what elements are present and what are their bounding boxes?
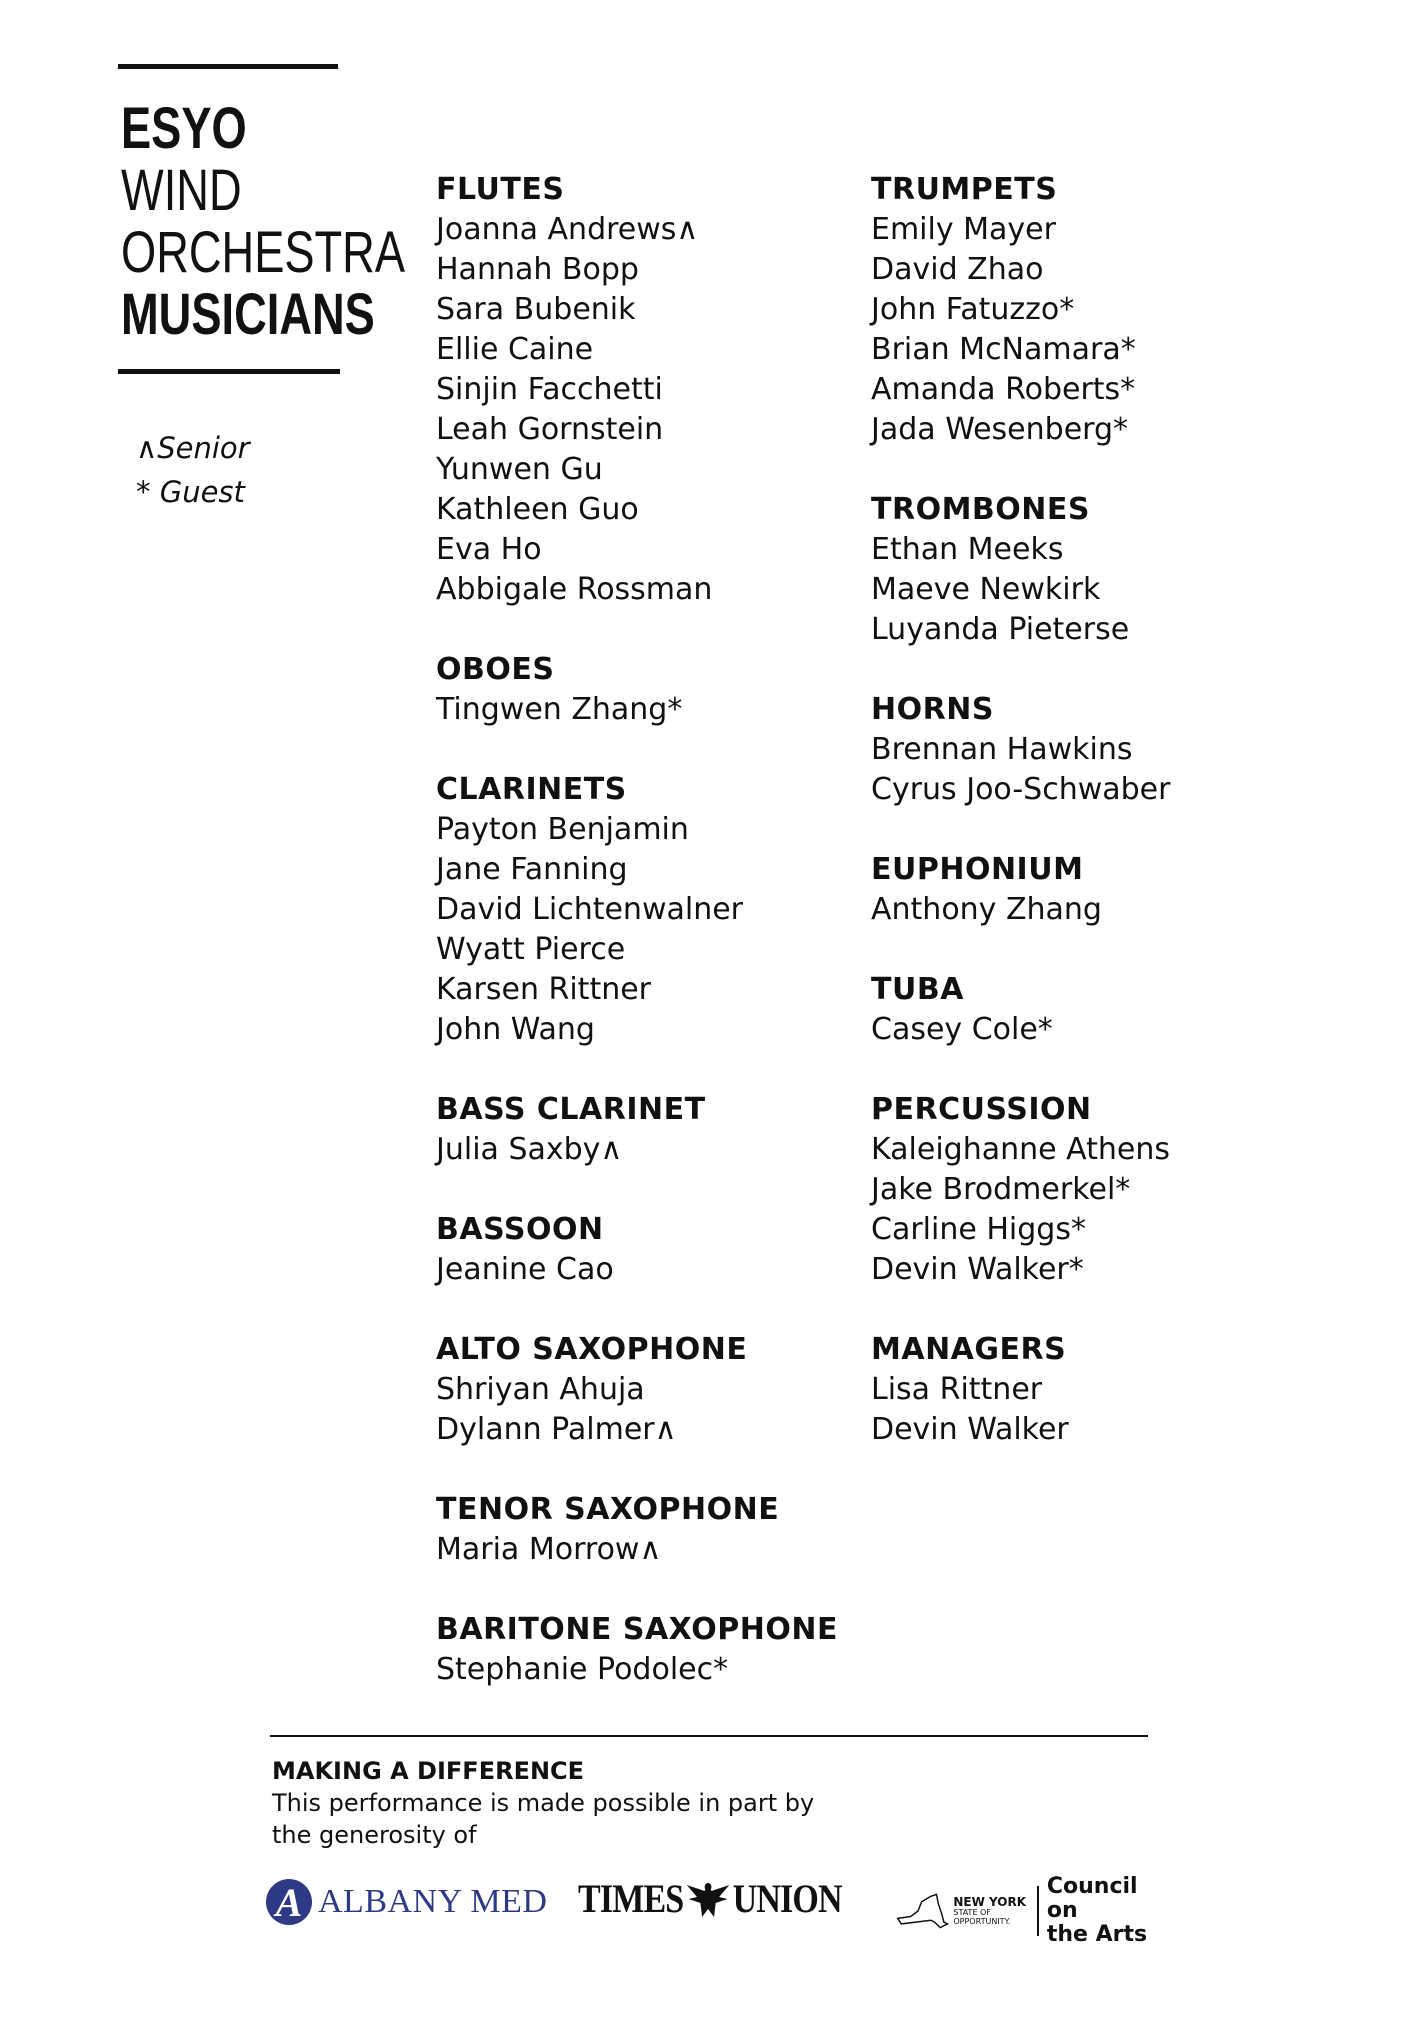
times-union-logo: [578, 1875, 842, 1922]
musician-name: Cyrus Joo-Schwaber: [871, 772, 1171, 807]
musician-name: Ethan Meeks: [871, 532, 1064, 567]
musician-name: Maeve Newkirk: [871, 572, 1101, 607]
section-baritone-saxophone: [436, 1610, 838, 1690]
musician-name: Dylann Palmer∧: [436, 1412, 677, 1447]
musician-name: Anthony Zhang: [871, 892, 1102, 927]
footer: [272, 1755, 814, 1851]
new-york-state-icon: [894, 1889, 949, 1933]
left-column: [436, 170, 838, 1730]
ny-state-wordmark: [953, 1896, 1029, 1926]
times-union-left: TIMES: [578, 1876, 684, 1921]
musician-name: Hannah Bopp: [436, 252, 639, 287]
section-alto-saxophone: [436, 1330, 838, 1450]
musician-name: Devin Walker*: [871, 1252, 1084, 1287]
legend-senior: ∧Senior: [136, 431, 250, 465]
section-heading: MANAGERS: [871, 1332, 1067, 1367]
musician-name: Brian McNamara*: [871, 332, 1136, 367]
musician-name: Maria Morrow∧: [436, 1532, 662, 1567]
section-heading: OBOES: [436, 652, 555, 687]
musician-name: Carline Higgs*: [871, 1212, 1086, 1247]
musician-name: Stephanie Podolec*: [436, 1652, 729, 1687]
musician-name: Jane Fanning: [436, 852, 628, 887]
section-percussion: [871, 1090, 1170, 1290]
section-horns: [871, 690, 1170, 810]
musician-name: Leah Gornstein: [436, 412, 664, 447]
section-trumpets: [871, 170, 1170, 450]
section-heading: CLARINETS: [436, 772, 627, 807]
musician-name: Shriyan Ahuja: [436, 1372, 645, 1407]
nysca-divider: [1037, 1886, 1039, 1936]
right-column: [871, 170, 1170, 1490]
sponsor-logos: [266, 1874, 1166, 1947]
musician-name: Kathleen Guo: [436, 492, 639, 527]
section-bassoon: [436, 1210, 838, 1290]
musician-name: Tingwen Zhang*: [436, 692, 683, 727]
albany-med-logo: [266, 1879, 547, 1925]
musician-name: Devin Walker: [871, 1412, 1069, 1447]
musician-name: John Wang: [436, 1012, 595, 1047]
title-line-2: WIND: [121, 158, 242, 223]
footer-rule: [270, 1735, 1148, 1737]
musician-name: Payton Benjamin: [436, 812, 689, 847]
section-heading: BARITONE SAXOPHONE: [436, 1612, 838, 1647]
section-heading: BASS CLARINET: [436, 1092, 706, 1127]
times-union-right: UNION: [732, 1876, 842, 1921]
section-clarinets: [436, 770, 838, 1050]
section-bass-clarinet: [436, 1090, 838, 1170]
title-line-1: ESYO: [121, 96, 247, 161]
legend: [136, 426, 250, 514]
section-heading: BASSOON: [436, 1212, 604, 1247]
musician-name: Julia Saxby∧: [436, 1132, 623, 1167]
section-oboes: [436, 650, 838, 730]
musician-name: David Zhao: [871, 252, 1044, 287]
council-line-2: the Arts: [1046, 1922, 1148, 1947]
section-trombones: [871, 490, 1170, 650]
section-heading: HORNS: [871, 692, 994, 727]
section-euphonium: [871, 850, 1170, 930]
musician-name: Abbigale Rossman: [436, 572, 713, 607]
section-tenor-saxophone: [436, 1490, 838, 1570]
musician-name: David Lichtenwalner: [436, 892, 744, 927]
section-heading: TROMBONES: [871, 492, 1090, 527]
section-heading: TRUMPETS: [871, 172, 1058, 207]
musician-name: Brennan Hawkins: [871, 732, 1133, 767]
nysca-logo: [894, 1875, 1166, 1947]
section-heading: PERCUSSION: [871, 1092, 1092, 1127]
musician-name: Jada Wesenberg*: [871, 412, 1129, 447]
ny-line-2: STATE OF: [953, 1908, 991, 1917]
legend-guest: * Guest: [136, 475, 245, 509]
section-heading: TUBA: [871, 972, 964, 1007]
albany-med-mark-icon: A: [266, 1879, 312, 1925]
musician-name: Luyanda Pieterse: [871, 612, 1130, 647]
ny-line-3: OPPORTUNITY.: [953, 1917, 1011, 1926]
section-managers: [871, 1330, 1170, 1450]
musician-name: Lisa Rittner: [871, 1372, 1043, 1407]
footer-line-1: This performance is made possible in part by: [272, 1789, 815, 1817]
title-line-4: MUSICIANS: [121, 282, 375, 347]
section-flutes: [436, 170, 838, 610]
footer-heading: MAKING A DIFFERENCE: [272, 1757, 585, 1785]
musician-name: Sara Bubenik: [436, 292, 636, 327]
musician-name: Ellie Caine: [436, 332, 594, 367]
musician-name: Emily Mayer: [871, 212, 1056, 247]
section-heading: EUPHONIUM: [871, 852, 1084, 887]
albany-med-name: ALBANY MED: [318, 1883, 548, 1920]
section-heading: ALTO SAXOPHONE: [436, 1332, 748, 1367]
eagle-icon: [685, 1877, 731, 1921]
musician-name: Karsen Rittner: [436, 972, 652, 1007]
council-line-1: Council on: [1046, 1874, 1138, 1923]
musician-name: John Fatuzzo*: [871, 292, 1075, 327]
section-heading: FLUTES: [436, 172, 565, 207]
musician-name: Eva Ho: [436, 532, 542, 567]
musician-name: Kaleighanne Athens: [871, 1132, 1170, 1167]
title-line-3: ORCHESTRA: [121, 220, 406, 285]
footer-line-2: the generosity of: [272, 1821, 477, 1849]
title-bottom-rule: [118, 369, 340, 374]
council-on-the-arts: [1047, 1875, 1166, 1947]
musician-name: Joanna Andrews∧: [436, 212, 699, 247]
musician-name: Jeanine Cao: [436, 1252, 614, 1287]
section-heading: TENOR SAXOPHONE: [436, 1492, 780, 1527]
top-rule: [118, 64, 338, 69]
musician-name: Casey Cole*: [871, 1012, 1053, 1047]
musician-name: Jake Brodmerkel*: [871, 1172, 1131, 1207]
musician-name: Sinjin Facchetti: [436, 372, 663, 407]
section-tuba: [871, 970, 1170, 1050]
musician-name: Amanda Roberts*: [871, 372, 1136, 407]
musician-name: Yunwen Gu: [436, 452, 603, 487]
ny-line-1: NEW YORK: [953, 1895, 1027, 1909]
page-title: [121, 98, 405, 346]
musician-name: Wyatt Pierce: [436, 932, 626, 967]
